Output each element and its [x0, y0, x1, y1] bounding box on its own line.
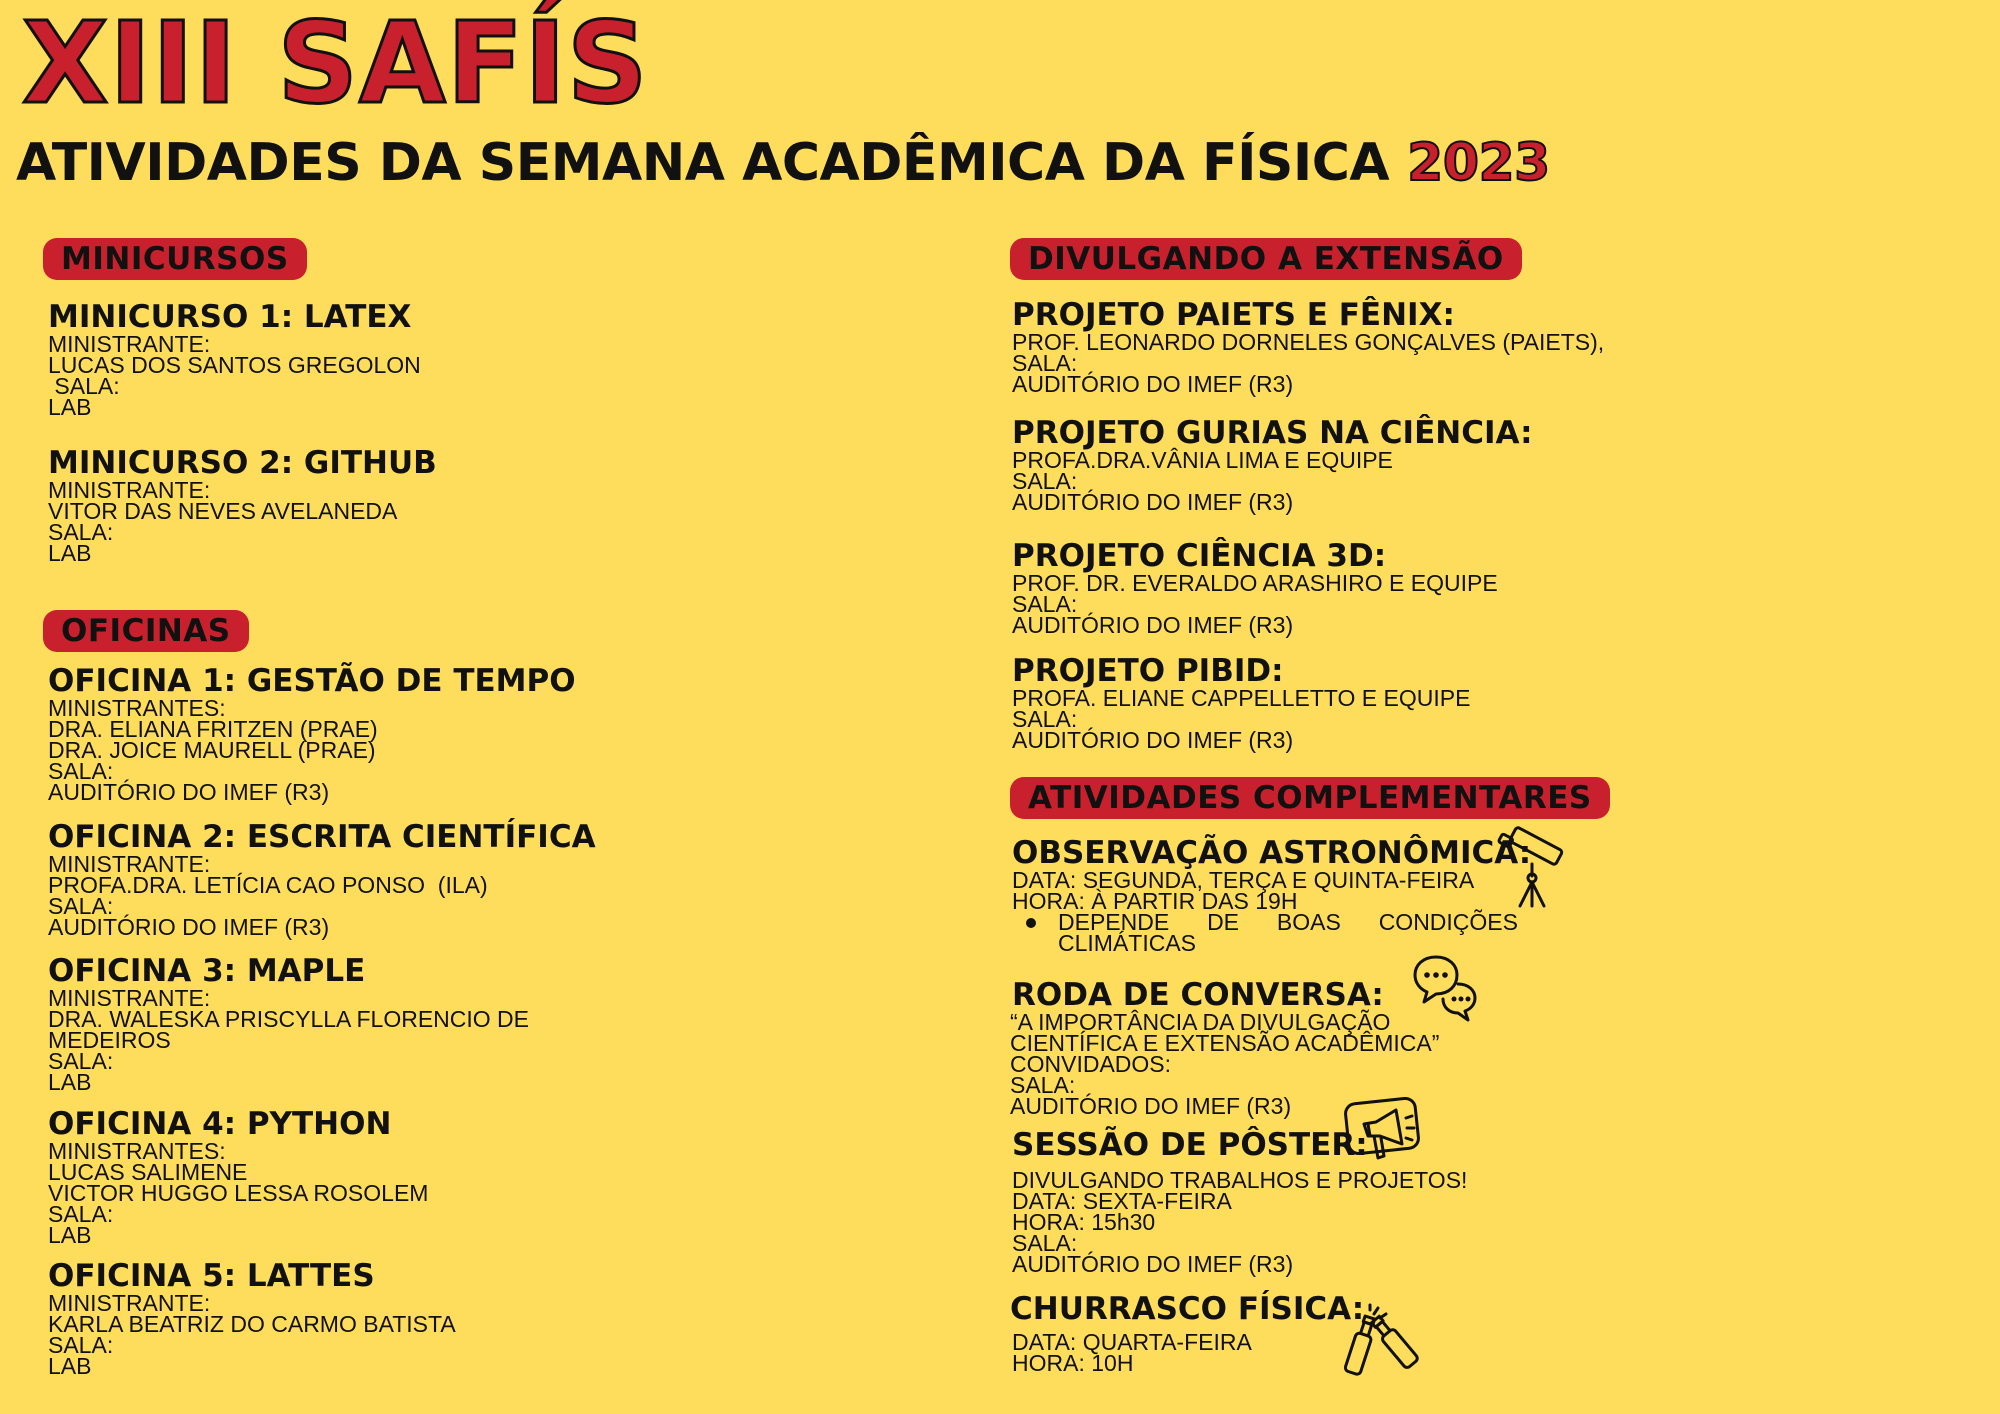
roda-line: CIENTÍFICA E EXTENSÃO ACADÊMICA” [1010, 1030, 1440, 1056]
minicurso-1 [48, 300, 421, 418]
oficina-4-line: SALA: [48, 1201, 114, 1227]
oficina-3-line: DRA. WALESKA PRISCYLLA FLORENCIO DE [48, 1006, 530, 1032]
poster-line: DIVULGANDO TRABALHOS E PROJETOS! [1012, 1167, 1468, 1193]
roda-line: AUDITÓRIO DO IMEF (R3) [1010, 1093, 1292, 1119]
oficina-2-title: OFICINA 2: ESCRITA CIENTÍFICA [48, 819, 596, 855]
roda-line: “A IMPORTÂNCIA DA DIVULGAÇÃO [1010, 1009, 1391, 1035]
projeto-paiets-line: AUDITÓRIO DO IMEF (R3) [1012, 371, 1294, 397]
projeto-paiets-line: SALA: [1012, 350, 1078, 376]
projeto-ciencia-3d-line: SALA: [1012, 591, 1078, 617]
oficina-1-line: DRA. JOICE MAURELL (PRAE) [48, 737, 376, 763]
chat-bubbles-icon [1412, 954, 1478, 1028]
complementares-badge: ATIVIDADES COMPLEMENTARES [1010, 777, 1610, 819]
poster-line: DATA: SEXTA-FEIRA [1012, 1188, 1232, 1214]
projeto-gurias-line: AUDITÓRIO DO IMEF (R3) [1012, 489, 1294, 515]
oficina-3-line: LAB [48, 1069, 92, 1095]
oficina-3-line: SALA: [48, 1048, 114, 1074]
churrasco-line: DATA: QUARTA-FEIRA [1012, 1329, 1252, 1355]
minicurso-1-line: SALA: [48, 373, 120, 399]
observacao-astronomica [1012, 836, 1531, 954]
projeto-pibid-line: PROFA. ELIANE CAPPELLETTO E EQUIPE [1012, 685, 1471, 711]
projeto-gurias-title: PROJETO GURIAS NA CIÊNCIA: [1012, 415, 1533, 451]
projeto-paiets [1012, 298, 1604, 395]
minicurso-1-line: LUCAS DOS SANTOS GREGOLON [48, 352, 421, 378]
minicurso-2-line: LAB [48, 540, 92, 566]
oficina-4-title: OFICINA 4: PYTHON [48, 1106, 392, 1142]
oficina-2-line: AUDITÓRIO DO IMEF (R3) [48, 914, 330, 940]
minicurso-1-title: MINICURSO 1: LATEX [48, 299, 412, 335]
minicurso-1-line: LAB [48, 394, 92, 420]
projeto-paiets-line: PROF. LEONARDO DORNELES GONÇALVES (PAIETS), [1012, 329, 1605, 355]
projeto-pibid-line: SALA: [1012, 706, 1078, 732]
event-year: 2023 [1407, 133, 1550, 193]
oficina-1-line: SALA: [48, 758, 114, 784]
poster-line: HORA: 15h30 [1012, 1209, 1156, 1235]
oficina-1 [48, 664, 576, 803]
observacao-line: HORA: À PARTIR DAS 19H [1012, 888, 1298, 914]
subtitle-text: ATIVIDADES DA SEMANA ACADÊMICA DA FÍSICA [16, 133, 1390, 193]
minicurso-2 [48, 446, 437, 564]
roda-title: RODA DE CONVERSA: [1012, 977, 1384, 1013]
churrasco-line: HORA: 10H [1012, 1350, 1134, 1376]
oficina-3 [48, 954, 529, 1093]
poster-title: SESSÃO DE PÔSTER: [1012, 1127, 1368, 1163]
event-title: XIII SAFÍS [22, 0, 649, 129]
oficina-2-line: SALA: [48, 893, 114, 919]
oficinas-badge: OFICINAS [43, 610, 249, 652]
oficina-5-line: MINISTRANTE: [48, 1290, 211, 1316]
poster-line: SALA: [1012, 1230, 1078, 1256]
extensao-badge: DIVULGANDO A EXTENSÃO [1010, 238, 1522, 280]
churrasco-fisica [1010, 1292, 1364, 1374]
projeto-gurias-line: PROFA.DRA.VÂNIA LIMA E EQUIPE [1012, 447, 1393, 473]
observacao-title: OBSERVAÇÃO ASTRONÔMICA: [1012, 835, 1532, 871]
minicurso-2-title: MINICURSO 2: GITHUB [48, 445, 437, 481]
minicurso-2-line: MINISTRANTE: [48, 477, 211, 503]
oficina-1-line: DRA. ELIANA FRITZEN (PRAE) [48, 716, 378, 742]
oficina-2-line: PROFA.DRA. LETÍCIA CAO PONSO (ILA) [48, 872, 488, 898]
projeto-pibid-line: AUDITÓRIO DO IMEF (R3) [1012, 727, 1294, 753]
telescope-icon [1498, 832, 1572, 908]
oficina-3-title: OFICINA 3: MAPLE [48, 953, 366, 989]
minicursos-badge: MINICURSOS [43, 238, 307, 280]
megaphone-icon [1344, 1098, 1420, 1170]
minicurso-2-line: SALA: [48, 519, 114, 545]
event-subtitle [16, 128, 1550, 198]
observacao-bullet-text: DEPENDE DE BOAS CONDIÇÕES [1058, 909, 1518, 935]
observacao-bullet-text-cont: CLIMÁTICAS [1058, 930, 1197, 956]
oficina-5-title: OFICINA 5: LATTES [48, 1258, 375, 1294]
observacao-line: DATA: SEGUNDA, TERÇA E QUINTA-FEIRA [1012, 867, 1475, 893]
oficina-2-line: MINISTRANTE: [48, 851, 211, 877]
oficina-1-title: OFICINA 1: GESTÃO DE TEMPO [48, 663, 576, 699]
oficina-4-line: MINISTRANTES: [48, 1138, 226, 1164]
minicurso-1-line: MINISTRANTE: [48, 331, 211, 357]
roda-de-conversa [1012, 978, 1439, 1117]
oficina-4-line: LAB [48, 1222, 92, 1248]
projeto-gurias-line: SALA: [1012, 468, 1078, 494]
minicurso-2-line: VITOR DAS NEVES AVELANEDA [48, 498, 398, 524]
roda-line: SALA: [1010, 1072, 1076, 1098]
projeto-pibid-title: PROJETO PIBID: [1012, 653, 1284, 689]
oficina-5 [48, 1259, 456, 1377]
oficina-4-line: LUCAS SALIMENE [48, 1159, 248, 1185]
oficina-3-line: MEDEIROS [48, 1027, 171, 1053]
oficina-1-line: AUDITÓRIO DO IMEF (R3) [48, 779, 330, 805]
oficina-3-line: MINISTRANTE: [48, 985, 211, 1011]
oficina-4 [48, 1107, 428, 1246]
oficina-5-line: SALA: [48, 1332, 114, 1358]
projeto-ciencia-3d [1012, 539, 1498, 636]
oficina-1-line: MINISTRANTES: [48, 695, 226, 721]
oficina-5-line: KARLA BEATRIZ DO CARMO BATISTA [48, 1311, 456, 1337]
projeto-ciencia-3d-title: PROJETO CIÊNCIA 3D: [1012, 538, 1387, 574]
oficina-2 [48, 820, 596, 938]
projeto-pibid [1012, 654, 1470, 751]
poster-line: AUDITÓRIO DO IMEF (R3) [1012, 1251, 1294, 1277]
oficina-5-line: LAB [48, 1353, 92, 1379]
oficina-4-line: VICTOR HUGGO LESSA ROSOLEM [48, 1180, 429, 1206]
projeto-gurias [1012, 416, 1532, 513]
projeto-ciencia-3d-line: PROF. DR. EVERALDO ARASHIRO E EQUIPE [1012, 570, 1498, 596]
bullet-dot [1026, 918, 1036, 928]
bottles-cheers-icon [1336, 1304, 1422, 1376]
projeto-ciencia-3d-line: AUDITÓRIO DO IMEF (R3) [1012, 612, 1294, 638]
churrasco-title: CHURRASCO FÍSICA: [1010, 1291, 1365, 1327]
projeto-paiets-title: PROJETO PAIETS E FÊNIX: [1012, 297, 1455, 333]
roda-line: CONVIDADOS: [1010, 1051, 1172, 1077]
